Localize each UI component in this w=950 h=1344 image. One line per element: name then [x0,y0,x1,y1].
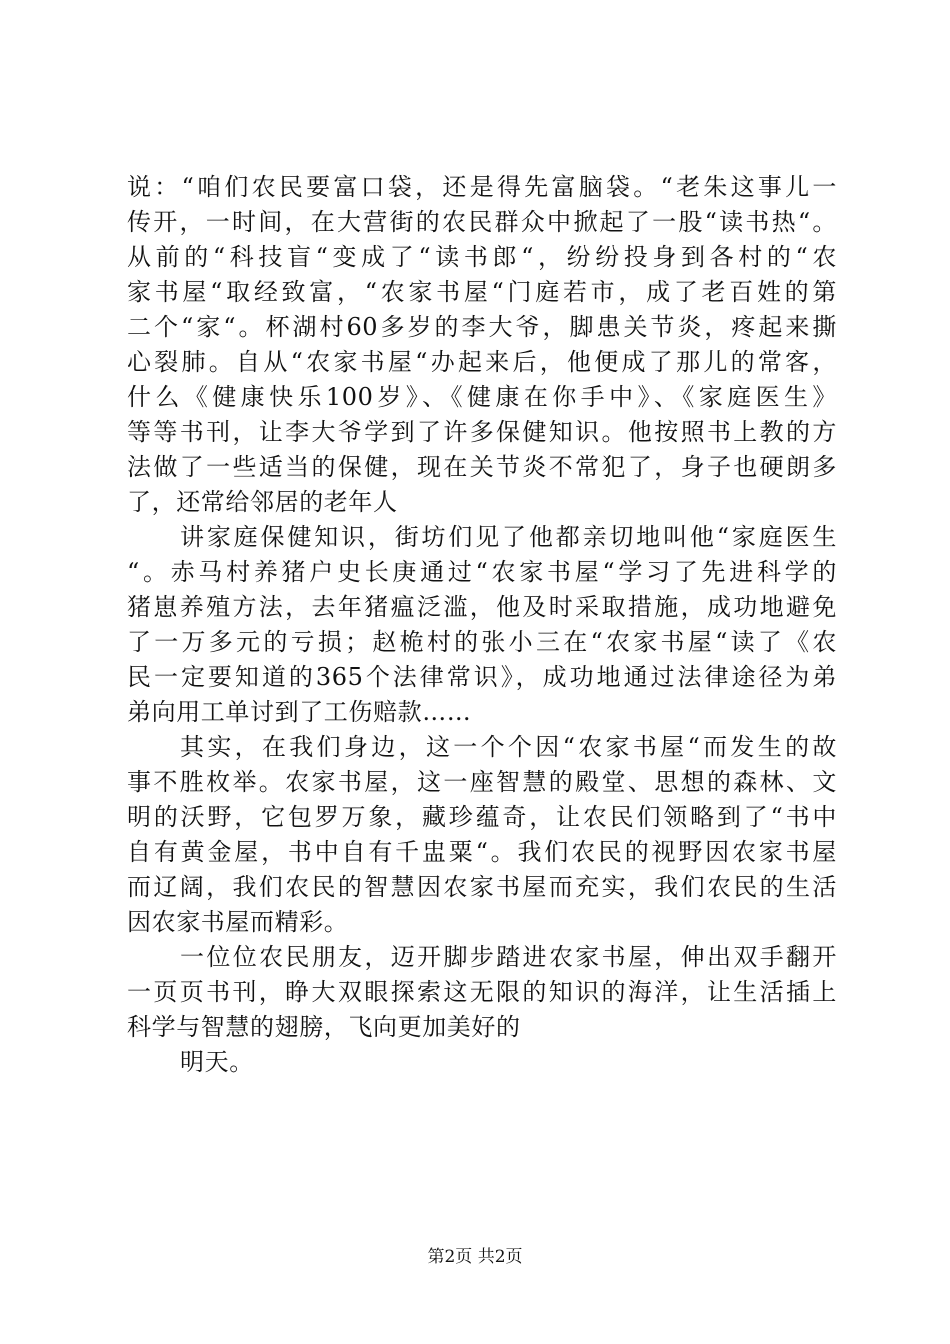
text-line: 猪崽养殖方法，去年猪瘟泛滥，他及时采取措施，成功地避免 [127,593,837,621]
text-line: “。赤马村养猪户史长庚通过“农家书屋“学习了先进科学的 [127,558,837,586]
text-line: 从前的“科技盲“变成了“读书郎“，纷纷投身到各村的“农 [127,243,837,271]
text-line: 自有黄金屋，书中自有千盅粟“。我们农民的视野因农家书屋 [127,838,837,866]
text-line: 而辽阔，我们农民的智慧因农家书屋而充实，我们农民的生活 [127,873,837,901]
paragraph [127,170,837,520]
document-body [127,170,837,1080]
text-line: 明天。 [180,1048,254,1076]
text-line: 传开，一时间，在大营街的农民群众中掀起了一股“读书热“。 [127,208,837,236]
text-line: 科学与智慧的翅膀，飞向更加美好的 [127,1013,521,1041]
text-line: 其实，在我们身边，这一个个因“农家书屋“而发生的故 [180,733,837,761]
text-line: 二个“家“。杯湖村60多岁的李大爷，脚患关节炎，疼起来撕 [127,313,837,341]
text-line: 什么《健康快乐100岁》、《健康在你手中》、《家庭医生》 [127,383,837,411]
text-line: 说：“咱们农民要富口袋，还是得先富脑袋。“老朱这事儿一 [127,173,837,201]
text-line: 一位位农民朋友，迈开脚步踏进农家书屋，伸出双手翻开 [180,943,837,971]
text-line: 等等书刊，让李大爷学到了许多保健知识。他按照书上教的方 [127,418,837,446]
text-line: 家书屋“取经致富，“农家书屋“门庭若市，成了老百姓的第 [127,278,837,306]
text-line: 明的沃野，它包罗万象，藏珍蕴奇，让农民们领略到了“书中 [127,803,837,831]
text-line: 因农家书屋而精彩。 [127,908,349,936]
paragraph [127,940,837,1045]
paragraph [127,1045,837,1080]
paragraph [127,730,837,940]
text-line: 民一定要知道的365个法律常识》，成功地通过法律途径为弟 [127,663,837,691]
paragraph [127,520,837,730]
text-line: 了，还常给邻居的老年人 [127,488,398,516]
text-line: 弟向用工单讨到了工伤赔款…… [127,698,472,726]
text-line: 事不胜枚举。农家书屋，这一座智慧的殿堂、思想的森林、文 [127,768,837,796]
text-line: 一页页书刊，睁大双眼探索这无限的知识的海洋，让生活插上 [127,978,837,1006]
text-line: 讲家庭保健知识，街坊们见了他都亲切地叫他“家庭医生 [180,523,837,551]
text-line: 法做了一些适当的保健，现在关节炎不常犯了，身子也硬朗多 [127,453,837,481]
text-line: 了一万多元的亏损；赵桅村的张小三在“农家书屋“读了《农 [127,628,837,656]
page-footer: 第2页 共2页 [427,1247,523,1267]
text-line: 心裂肺。自从“农家书屋“办起来后，他便成了那儿的常客， [127,348,837,376]
